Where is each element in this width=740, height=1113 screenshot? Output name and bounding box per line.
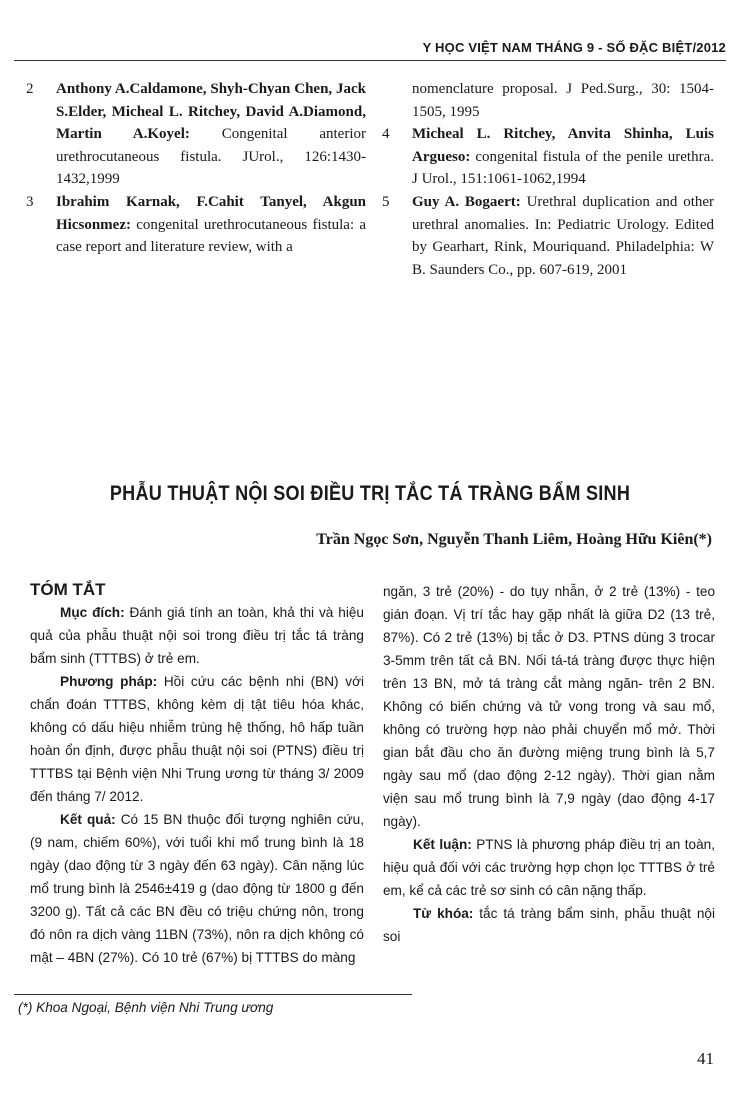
reference-item bbox=[382, 191, 714, 281]
reference-authors: Anthony A.Caldamone, Shyh-Chyan Chen, Jack S.Elder, Micheal L. Ritchey, David A.Diamond, Martin A.Koyel: bbox=[56, 81, 366, 143]
journal-header: Y HỌC VIỆT NAM THÁNG 9 - SỐ ĐẶC BIỆT/2012 bbox=[14, 40, 726, 61]
article-authors: Trần Ngọc Sơn, Nguyễn Thanh Liêm, Hoàng Hữu Kiên(*) bbox=[316, 531, 712, 548]
abstract-results-continued: ngăn, 3 trẻ (20%) - do tụy nhẫn, ở 2 trẻ (13%) - teo gián đoạn. Vị trí tắc hay gặp nhất là giữa D2 (13 trẻ, 87%). Có 2 trẻ (13%) bị tắc ở D3. PTNS dùng 3 trocar 3-5mm trên tất cả BN. Nối tá-tá tràng được thực hiện trên 13 BN, mở tá tràng cắt màng ngăn- trên 2 BN. Không có biến chứng và tử vong trong và sau mổ, không có trường hợp nào phải chuyển mổ mở. Thời gian bắt đầu cho ăn đường miệng trung bình là 5,7 ngày sau mổ (dao động 2-12 ngày). Thời gian nằm viện sau mổ trung bình là 7,9 ngày (dao động 4-17 ngày). bbox=[383, 584, 715, 829]
reference-text: congenital fistula of the penile urethra. J Urol., 151:1061-1062,1994 bbox=[412, 148, 714, 188]
results-label: Kết quả: bbox=[60, 812, 116, 827]
conclusion-text: PTNS là phương pháp điều trị an toàn, hiệu quả đối với các trường hợp chọn lọc TTTBS ở trẻ em, kể cả các trẻ sơ sinh có cân nặng thấp. bbox=[383, 837, 715, 898]
abstract-right-column bbox=[383, 580, 715, 948]
abstract-results bbox=[30, 808, 364, 969]
abstract-conclusion bbox=[383, 833, 715, 902]
reference-text: Urethral duplication and other urethral anomalies. In: Pediatric Urology. Edited by Gearhart, Rink, Mouriquand. Philadelphia: W B. Saunders Co., pp. 607-619, 2001 bbox=[412, 193, 715, 278]
reference-item bbox=[382, 123, 714, 191]
results-text: Có 15 BN thuộc đối tượng nghiên cứu, (9 nam, chiếm 60%), với tuổi khi mổ trung bình là 18 ngày (dao động từ 3 ngày đến 63 ngày). Cân nặng lúc mổ trung bình là 2546±419 g (dao động từ 1800 g đến 3200 g). Tất cả các BN đều có triệu chứng nôn, trong đó nôn ra dịch vàng 11BN (73%), nôn ra dịch không có mật – 4BN (27%). Có 10 trẻ (67%) bị TTTBS do màng bbox=[30, 812, 364, 965]
article-title: PHẪU THUẬT NỘI SOI ĐIỀU TRỊ TẮC TÁ TRÀNG BẨM SINH bbox=[109, 482, 631, 505]
method-text: Hồi cứu các bệnh nhi (BN) với chẩn đoán TTTBS, không kèm dị tật tiêu hóa khác, không có dấu hiệu nhiễm trùng hệ thống, hô hấp tuần hoàn ổn định, được phẫu thuật nội soi (PTNS) điều trị TTTBS tại Bệnh viện Nhi Trung ương từ tháng 3/ 2009 đến tháng 7/ 2012. bbox=[30, 674, 364, 804]
reference-text: Congenital anterior urethrocutaneous fistula. JUrol., 126:1430-1432,1999 bbox=[56, 126, 366, 188]
purpose-label: Mục đích: bbox=[60, 605, 125, 620]
reference-item bbox=[382, 78, 714, 123]
references-left-column bbox=[26, 78, 366, 259]
reference-authors: Micheal L. Ritchey, Anvita Shinha, Luis Argueso: bbox=[412, 126, 714, 165]
abstract-purpose bbox=[30, 601, 364, 670]
footnote-divider bbox=[14, 994, 412, 995]
reference-number: 4 bbox=[382, 126, 390, 143]
keywords-label: Từ khóa: bbox=[413, 906, 474, 921]
conclusion-label: Kết luận: bbox=[413, 837, 472, 852]
keywords-text: tắc tá tràng bẩm sinh, phẫu thuật nội soi bbox=[383, 906, 715, 944]
reference-text: nomenclature proposal. J Ped.Surg., 30: 1504-1505, 1995 bbox=[412, 81, 714, 120]
affiliation-footnote: (*) Khoa Ngoại, Bệnh viện Nhi Trung ương bbox=[18, 1000, 274, 1015]
abstract-left-column bbox=[30, 578, 364, 969]
abstract-keywords bbox=[383, 902, 715, 948]
reference-item bbox=[26, 78, 366, 191]
reference-number: 2 bbox=[26, 81, 34, 97]
reference-authors: Ibrahim Karnak, F.Cahit Tanyel, Akgun Hicsonmez: bbox=[56, 193, 366, 233]
reference-authors: Guy A. Bogaert: bbox=[412, 193, 521, 210]
abstract-heading: TÓM TẮT bbox=[30, 580, 106, 599]
method-label: Phương pháp: bbox=[60, 674, 158, 689]
abstract-method bbox=[30, 670, 364, 808]
reference-number: 3 bbox=[26, 193, 34, 210]
purpose-text: Đánh giá tính an toàn, khả thi và hiệu quả của phẫu thuật nội soi trong điều trị tắc tá tràng bẩm sinh (TTTBS) ở trẻ em. bbox=[30, 605, 364, 666]
references-right-column bbox=[382, 78, 714, 281]
reference-item bbox=[26, 191, 366, 259]
page-number: 41 bbox=[697, 1049, 714, 1068]
reference-number: 5 bbox=[382, 193, 390, 210]
reference-text: congenital urethrocutaneous fistula: a case report and literature review, with a bbox=[56, 216, 366, 256]
